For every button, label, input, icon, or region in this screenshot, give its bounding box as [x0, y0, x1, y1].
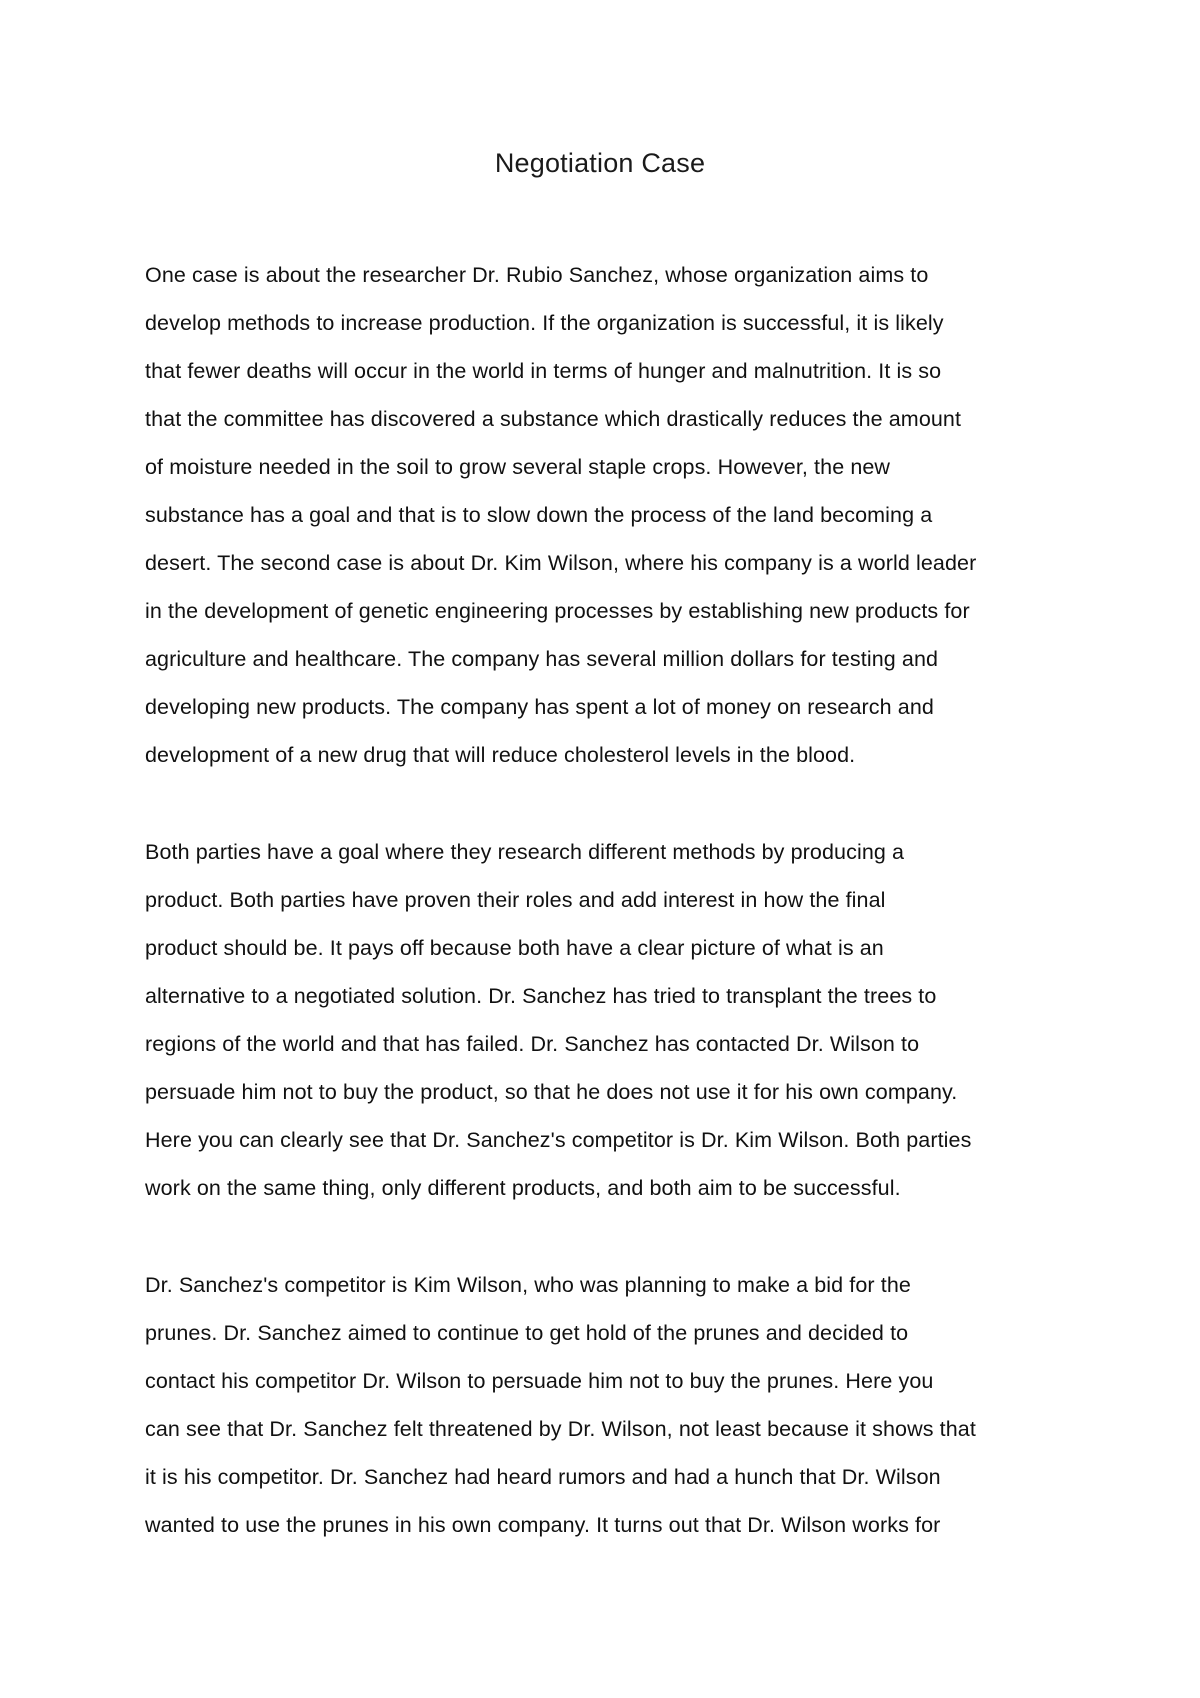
text-line: Both parties have a goal where they research different methods by producing a: [145, 840, 905, 864]
text-line: regions of the world and that has failed. Dr. Sanchez has contacted Dr. Wilson to: [145, 1032, 920, 1056]
text-line: prunes. Dr. Sanchez aimed to continue to get hold of the prunes and decided to: [145, 1321, 909, 1345]
text-line: developing new products. The company has spent a lot of money on research and: [145, 695, 934, 719]
text-line: develop methods to increase production. If the organization is successful, it is likely: [145, 311, 944, 335]
text-line: persuade him not to buy the product, so that he does not use it for his own company.: [145, 1080, 958, 1104]
text-line: contact his competitor Dr. Wilson to persuade him not to buy the prunes. Here you: [145, 1369, 934, 1393]
text-line: work on the same thing, only different products, and both aim to be successful.: [145, 1176, 901, 1200]
text-line: can see that Dr. Sanchez felt threatened by Dr. Wilson, not least because it shows that: [145, 1417, 976, 1441]
paragraph-1: [145, 251, 1075, 779]
text-line: that the committee has discovered a substance which drastically reduces the amount: [145, 407, 962, 431]
text-line: Here you can clearly see that Dr. Sanchez's competitor is Dr. Kim Wilson. Both parties: [145, 1128, 972, 1152]
text-line: development of a new drug that will reduce cholesterol levels in the blood.: [145, 743, 856, 767]
text-line: agriculture and healthcare. The company has several million dollars for testing and: [145, 647, 939, 671]
text-line: alternative to a negotiated solution. Dr. Sanchez has tried to transplant the trees to: [145, 984, 937, 1008]
text-line: substance has a goal and that is to slow down the process of the land becoming a: [145, 503, 933, 527]
text-line: Dr. Sanchez's competitor is Kim Wilson, who was planning to make a bid for the: [145, 1273, 911, 1297]
text-line: product should be. It pays off because both have a clear picture of what is an: [145, 936, 884, 960]
text-line: of moisture needed in the soil to grow several staple crops. However, the new: [145, 455, 891, 479]
text-line: product. Both parties have proven their roles and add interest in how the final: [145, 888, 886, 912]
text-line: One case is about the researcher Dr. Rubio Sanchez, whose organization aims to: [145, 263, 929, 287]
text-line: desert. The second case is about Dr. Kim Wilson, where his company is a world leader: [145, 551, 977, 575]
paragraph-3: [145, 1261, 1075, 1549]
paragraph-2: [145, 828, 1075, 1212]
text-line: wanted to use the prunes in his own company. It turns out that Dr. Wilson works for: [145, 1513, 941, 1537]
text-line: that fewer deaths will occur in the world in terms of hunger and malnutrition. It is so: [145, 359, 942, 383]
text-line: it is his competitor. Dr. Sanchez had heard rumors and had a hunch that Dr. Wilson: [145, 1465, 941, 1489]
page-title: Negotiation Case: [494, 148, 706, 178]
text-line: in the development of genetic engineering processes by establishing new products for: [145, 599, 970, 623]
